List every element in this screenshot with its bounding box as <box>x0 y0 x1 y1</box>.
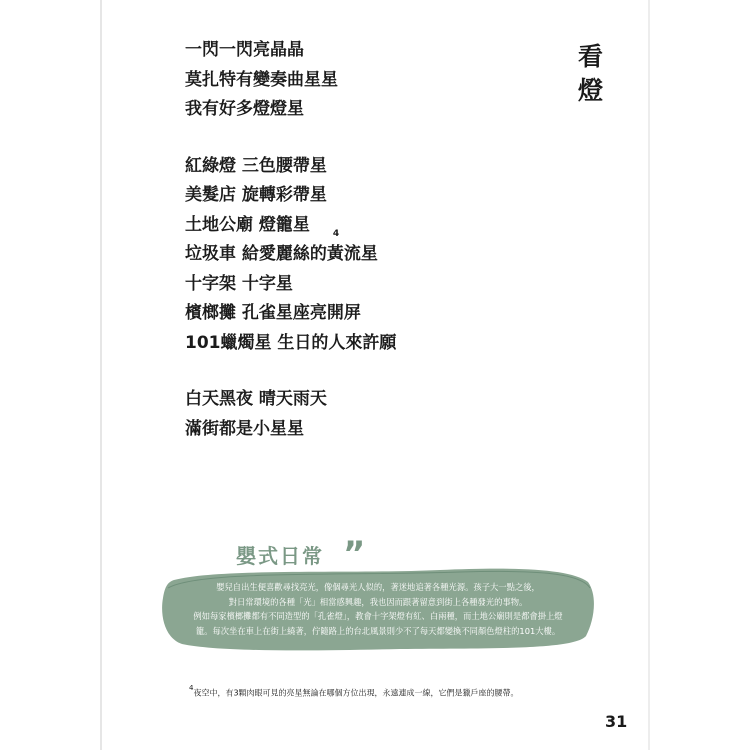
poem-line: 美髮店 旋轉彩帶星 <box>185 185 327 205</box>
daily-text-line: 對日常環境的各種「光」相當感興趣，我也因而跟著留意到街上各種發光的事物。 <box>228 596 528 607</box>
footnote-text: 夜空中，有3顆肉眼可見的亮星無論在哪個方位出現，永遠連成一線，它們是獵戶座的腰帶。 <box>193 688 519 698</box>
title-char: 看 <box>578 42 605 71</box>
poem-line: 十字架 十字星 <box>185 273 293 294</box>
poem-line-part: 流星 <box>343 244 378 264</box>
poem-line-part: 垃圾車 給愛麗絲的 <box>185 244 327 264</box>
footnote-marked-char <box>326 229 344 270</box>
marked-char: 黃 <box>326 244 344 264</box>
daily-text-line: 嬰兒自出生便喜歡尋找亮光，像個尋光人似的，著迷地追著各種光源。孩子大一點之後， <box>216 582 540 592</box>
poem-line: 滿街都是小星星 <box>185 418 304 439</box>
page-number: 31 <box>605 712 628 731</box>
poem-line: 檳榔攤 孔雀星座亮開屏 <box>185 303 361 323</box>
stanza-break <box>185 358 396 385</box>
page-title-vertical <box>578 40 604 108</box>
poem-line: 101蠟燭星 生日的人來許願 <box>185 332 397 353</box>
daily-section-title: 嬰式日常 <box>236 544 324 568</box>
poem <box>185 36 396 444</box>
title-char: 燈 <box>578 75 605 105</box>
daily-text-block <box>172 580 584 638</box>
footnote-marker: 4 <box>189 684 194 692</box>
quote-mark-icon: ” <box>343 534 366 574</box>
poem-line: 土地公廟 燈籠星 <box>185 214 310 235</box>
footnote <box>189 686 519 699</box>
poem-line: 紅綠燈 三色腰帶星 <box>185 155 327 176</box>
stanza-break <box>185 125 396 152</box>
poem-line-with-footnote <box>185 229 396 270</box>
footnote-ref-marker: 4 <box>332 229 340 239</box>
poem-line: 白天黑夜 晴天雨天 <box>185 389 327 409</box>
poem-line: 我有好多燈燈星 <box>185 99 304 119</box>
page-edge-left <box>100 0 102 750</box>
poem-line: 一閃一閃亮晶晶 <box>185 40 304 60</box>
poem-line: 莫扎特有變奏曲星星 <box>185 69 338 90</box>
daily-text-line: 例如每家檳榔攤都有不同造型的「孔雀燈」，教會十字架燈有紅、白兩種，而土地公廟則是都會掛上燈 <box>193 611 563 622</box>
daily-text-line: 籠。每次坐在車上在街上繞著，佇隨路上的台北風景則少不了每天都變換不同顏色燈柱的101大樓。 <box>195 625 561 636</box>
page-edge-right <box>648 0 650 750</box>
